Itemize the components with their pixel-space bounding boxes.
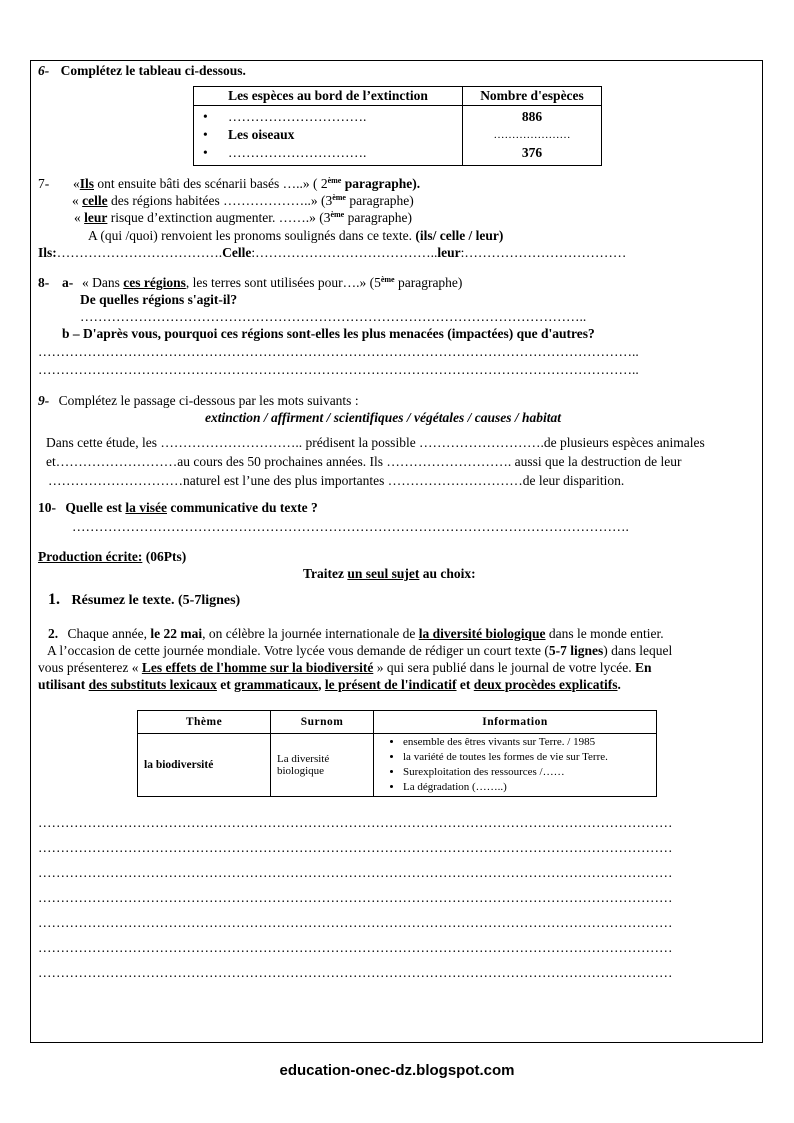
answer-blank-celle[interactable]: :………………………………….. <box>251 245 438 260</box>
count-376: 376 <box>521 145 543 160</box>
question-6-number: 6- <box>38 63 50 78</box>
subject-2-line-4 <box>38 677 621 693</box>
instruction-text: A (qui /quoi) renvoient les pronoms soulignés dans ce texte. <box>88 228 416 243</box>
question-8a-answer-line[interactable]: ………………………………………………………………………………………………….. <box>80 309 587 324</box>
line-text: au choix: <box>419 566 476 581</box>
line-text: des régions habitées ………………..» (3 <box>107 193 333 208</box>
extinction-table <box>193 86 602 166</box>
line-text: vous présenterez « <box>38 660 142 675</box>
question-8a-text <box>82 275 462 291</box>
line-text: . <box>617 677 621 692</box>
question-7-line-1 <box>73 176 420 192</box>
question-7-answers <box>38 245 626 261</box>
bullet: • <box>203 127 208 142</box>
question-8b-answer-line-2[interactable]: …………………………………………………………………………………………………………………….. <box>38 362 639 377</box>
underlined-word: un seul sujet <box>347 566 420 581</box>
line-text: , les terres sont utilisées pour….» (5 <box>185 275 381 290</box>
species-blank-3[interactable]: …………………………. <box>228 145 367 160</box>
question-8b: b – D'après vous, pourquoi ces régions sont-elles les plus menacées (impactées) que d'autres? <box>62 326 595 341</box>
underlined-word: la diversité biologique <box>418 626 546 641</box>
question-9 <box>38 393 359 409</box>
subject-2-number: 2. <box>48 626 59 641</box>
question-10 <box>38 500 318 516</box>
line-text: Traitez <box>303 566 348 581</box>
species-birds: Les oiseaux <box>228 127 295 142</box>
passage-line-2[interactable]: et………………………au cours des 50 prochaines années. Ils ………………………. aussi que la destruction de leur <box>46 454 682 469</box>
line-text: » qui sera publié dans le journal de votre lycée. <box>373 660 635 675</box>
species-cell <box>194 106 463 166</box>
list-item: • Surexploitation des ressources /…… <box>403 765 655 780</box>
species-blank-1[interactable]: …………………………. <box>228 109 367 124</box>
production-heading <box>38 549 186 565</box>
subject-1-text: Résumez le texte. (5-7lignes) <box>71 593 241 608</box>
underlined-word: ces régions <box>123 275 186 290</box>
list-item: • ensemble des êtres vivants sur Terre. / 1985 <box>403 735 655 750</box>
question-7-line-3 <box>74 210 412 226</box>
production-title: Production écrite: <box>38 549 143 564</box>
line-text: utilisant <box>38 677 89 692</box>
pronoun-ils: Ils <box>79 176 95 191</box>
date-text: le 22 mai <box>150 626 203 641</box>
list-item: • la variété de toutes les formes de vie sur Terre. <box>403 750 655 765</box>
bullet: • <box>203 109 208 124</box>
count-886: 886 <box>521 109 543 124</box>
line-text: A l’occasion de cette journée mondiale. Votre lycée vous demande de rédiger un court texte ( <box>47 643 549 658</box>
subject-1 <box>48 591 240 609</box>
footer-url[interactable]: education-onec-dz.blogspot.com <box>279 1062 515 1079</box>
quote-mark: « <box>72 193 83 208</box>
table-cell-theme: la biodiversité <box>138 734 271 797</box>
question-6-text: Complétez le tableau ci-dessous. <box>60 63 246 78</box>
line-text: ont ensuite bâti des scénarii basés …..» ( 2 <box>94 176 328 191</box>
topic-title: Les effets de l'homme sur la biodiversité <box>141 660 374 675</box>
line-text: « Dans <box>82 275 124 290</box>
line-text: ) dans lequel <box>603 643 673 658</box>
table-cell-surnom: La diversité biologique <box>271 734 374 797</box>
table-cell-information <box>374 734 657 797</box>
superscript: ème <box>327 176 342 185</box>
line-text: Chaque année, <box>67 626 151 641</box>
line-text: , on célèbre la journée internationale de <box>202 626 419 641</box>
writing-line-7[interactable]: …………………………………………………………………………………………………………………………… <box>38 965 673 980</box>
underlined-word: grammaticaux <box>234 677 319 692</box>
line-count: 5-7 lignes <box>548 643 604 658</box>
question-10-text: Quelle est <box>65 500 126 515</box>
question-9-text: Complétez le passage ci-dessous par les mots suivants : <box>58 393 359 408</box>
subject-1-number: 1. <box>48 591 60 608</box>
answer-label-leur: leur <box>437 245 461 260</box>
count-cell <box>463 106 602 166</box>
superscript: ème <box>380 275 395 284</box>
quote-mark: « <box>74 210 85 225</box>
writing-line-1[interactable]: …………………………………………………………………………………………………………………………… <box>38 815 673 830</box>
question-8-number: 8- <box>38 275 50 290</box>
list-item: • La dégradation (……..) <box>403 780 655 795</box>
question-7-instruction <box>88 228 503 244</box>
extinction-table-header-species: Les espèces au bord de l’extinction <box>194 87 463 106</box>
question-9-number: 9- <box>38 393 50 408</box>
information-list <box>375 735 655 795</box>
quote-mark: « <box>73 176 80 191</box>
question-8a-label: a- <box>62 275 74 290</box>
bullet: • <box>203 145 208 160</box>
subject-2-line-1 <box>48 626 664 642</box>
question-10-answer-line[interactable]: ……………………………………………………………………………………………………………. <box>72 519 629 534</box>
line-text: , <box>318 677 325 692</box>
underlined-word: le présent de l'indicatif <box>324 677 457 692</box>
instruction-pronouns: (ils/ celle / leur) <box>415 228 504 243</box>
answer-blank-leur[interactable]: :……………………………… <box>460 245 627 260</box>
superscript: ème <box>332 193 346 202</box>
passage-line-1[interactable]: Dans cette étude, les ………………………….. prédisent la possible ……………………….de plusieurs espèces animales <box>46 435 705 450</box>
list-item <box>194 126 462 144</box>
production-points: (06Pts) <box>142 549 187 564</box>
production-choice <box>303 566 476 582</box>
line-text: et <box>456 677 474 692</box>
question-8b-answer-line-1[interactable]: …………………………………………………………………………………………………………………….. <box>38 344 639 359</box>
word-bank: extinction / affirment / scientifiques / végétales / causes / habitat <box>205 410 561 425</box>
line-end: paragraphe). <box>341 176 421 191</box>
answer-label-celle: Celle <box>222 245 252 260</box>
question-7-number: 7- <box>38 176 50 191</box>
passage-line-3[interactable]: …………………………naturel est l’une des plus importantes …………………………de leur disparition. <box>48 473 625 488</box>
line-end: paragraphe) <box>394 275 463 290</box>
list-item <box>194 144 462 162</box>
line-text: et <box>216 677 235 692</box>
writing-line-3[interactable]: …………………………………………………………………………………………………………………………… <box>38 865 673 880</box>
superscript: ème <box>330 210 345 219</box>
writing-line-2[interactable]: …………………………………………………………………………………………………………………………… <box>38 840 673 855</box>
question-10-text: communicative du texte ? <box>167 500 318 515</box>
line-end: paragraphe) <box>345 193 414 208</box>
table-header-theme: Thème <box>138 711 271 734</box>
subject-2-line-3 <box>38 660 652 676</box>
question-6 <box>38 63 246 79</box>
writing-line-4[interactable]: …………………………………………………………………………………………………………………………… <box>38 890 673 905</box>
writing-line-6[interactable]: …………………………………………………………………………………………………………………………… <box>38 940 673 955</box>
line-text: risque d’extinction augmenter. …….» (3 <box>107 210 331 225</box>
underlined-word: la visée <box>125 500 167 515</box>
line-text: En <box>635 660 652 675</box>
table-header-surnom: Surnom <box>271 711 374 734</box>
list-item <box>194 108 462 126</box>
underlined-word: des substituts lexicaux <box>88 677 217 692</box>
answer-blank-ils[interactable]: ………………………………. <box>56 245 223 260</box>
extinction-table-header-count: Nombre d'espèces <box>463 87 602 106</box>
pronoun-celle: celle <box>82 193 108 208</box>
subject-2-line-2 <box>47 643 672 659</box>
question-7-line-2 <box>72 193 414 209</box>
line-end: paragraphe) <box>344 210 413 225</box>
count-blank[interactable]: ………………… <box>493 129 571 141</box>
question-10-number: 10- <box>38 500 56 515</box>
biodiversity-table <box>137 710 657 797</box>
table-header-information: Information <box>374 711 657 734</box>
pronoun-leur: leur <box>84 210 108 225</box>
answer-label-ils: Ils: <box>38 245 57 260</box>
underlined-word: deux procèdes explicatifs <box>473 677 618 692</box>
line-text: dans le monde entier. <box>545 626 664 641</box>
writing-line-5[interactable]: …………………………………………………………………………………………………………………………… <box>38 915 673 930</box>
question-8a-question: De quelles régions s'agit-il? <box>80 292 238 307</box>
